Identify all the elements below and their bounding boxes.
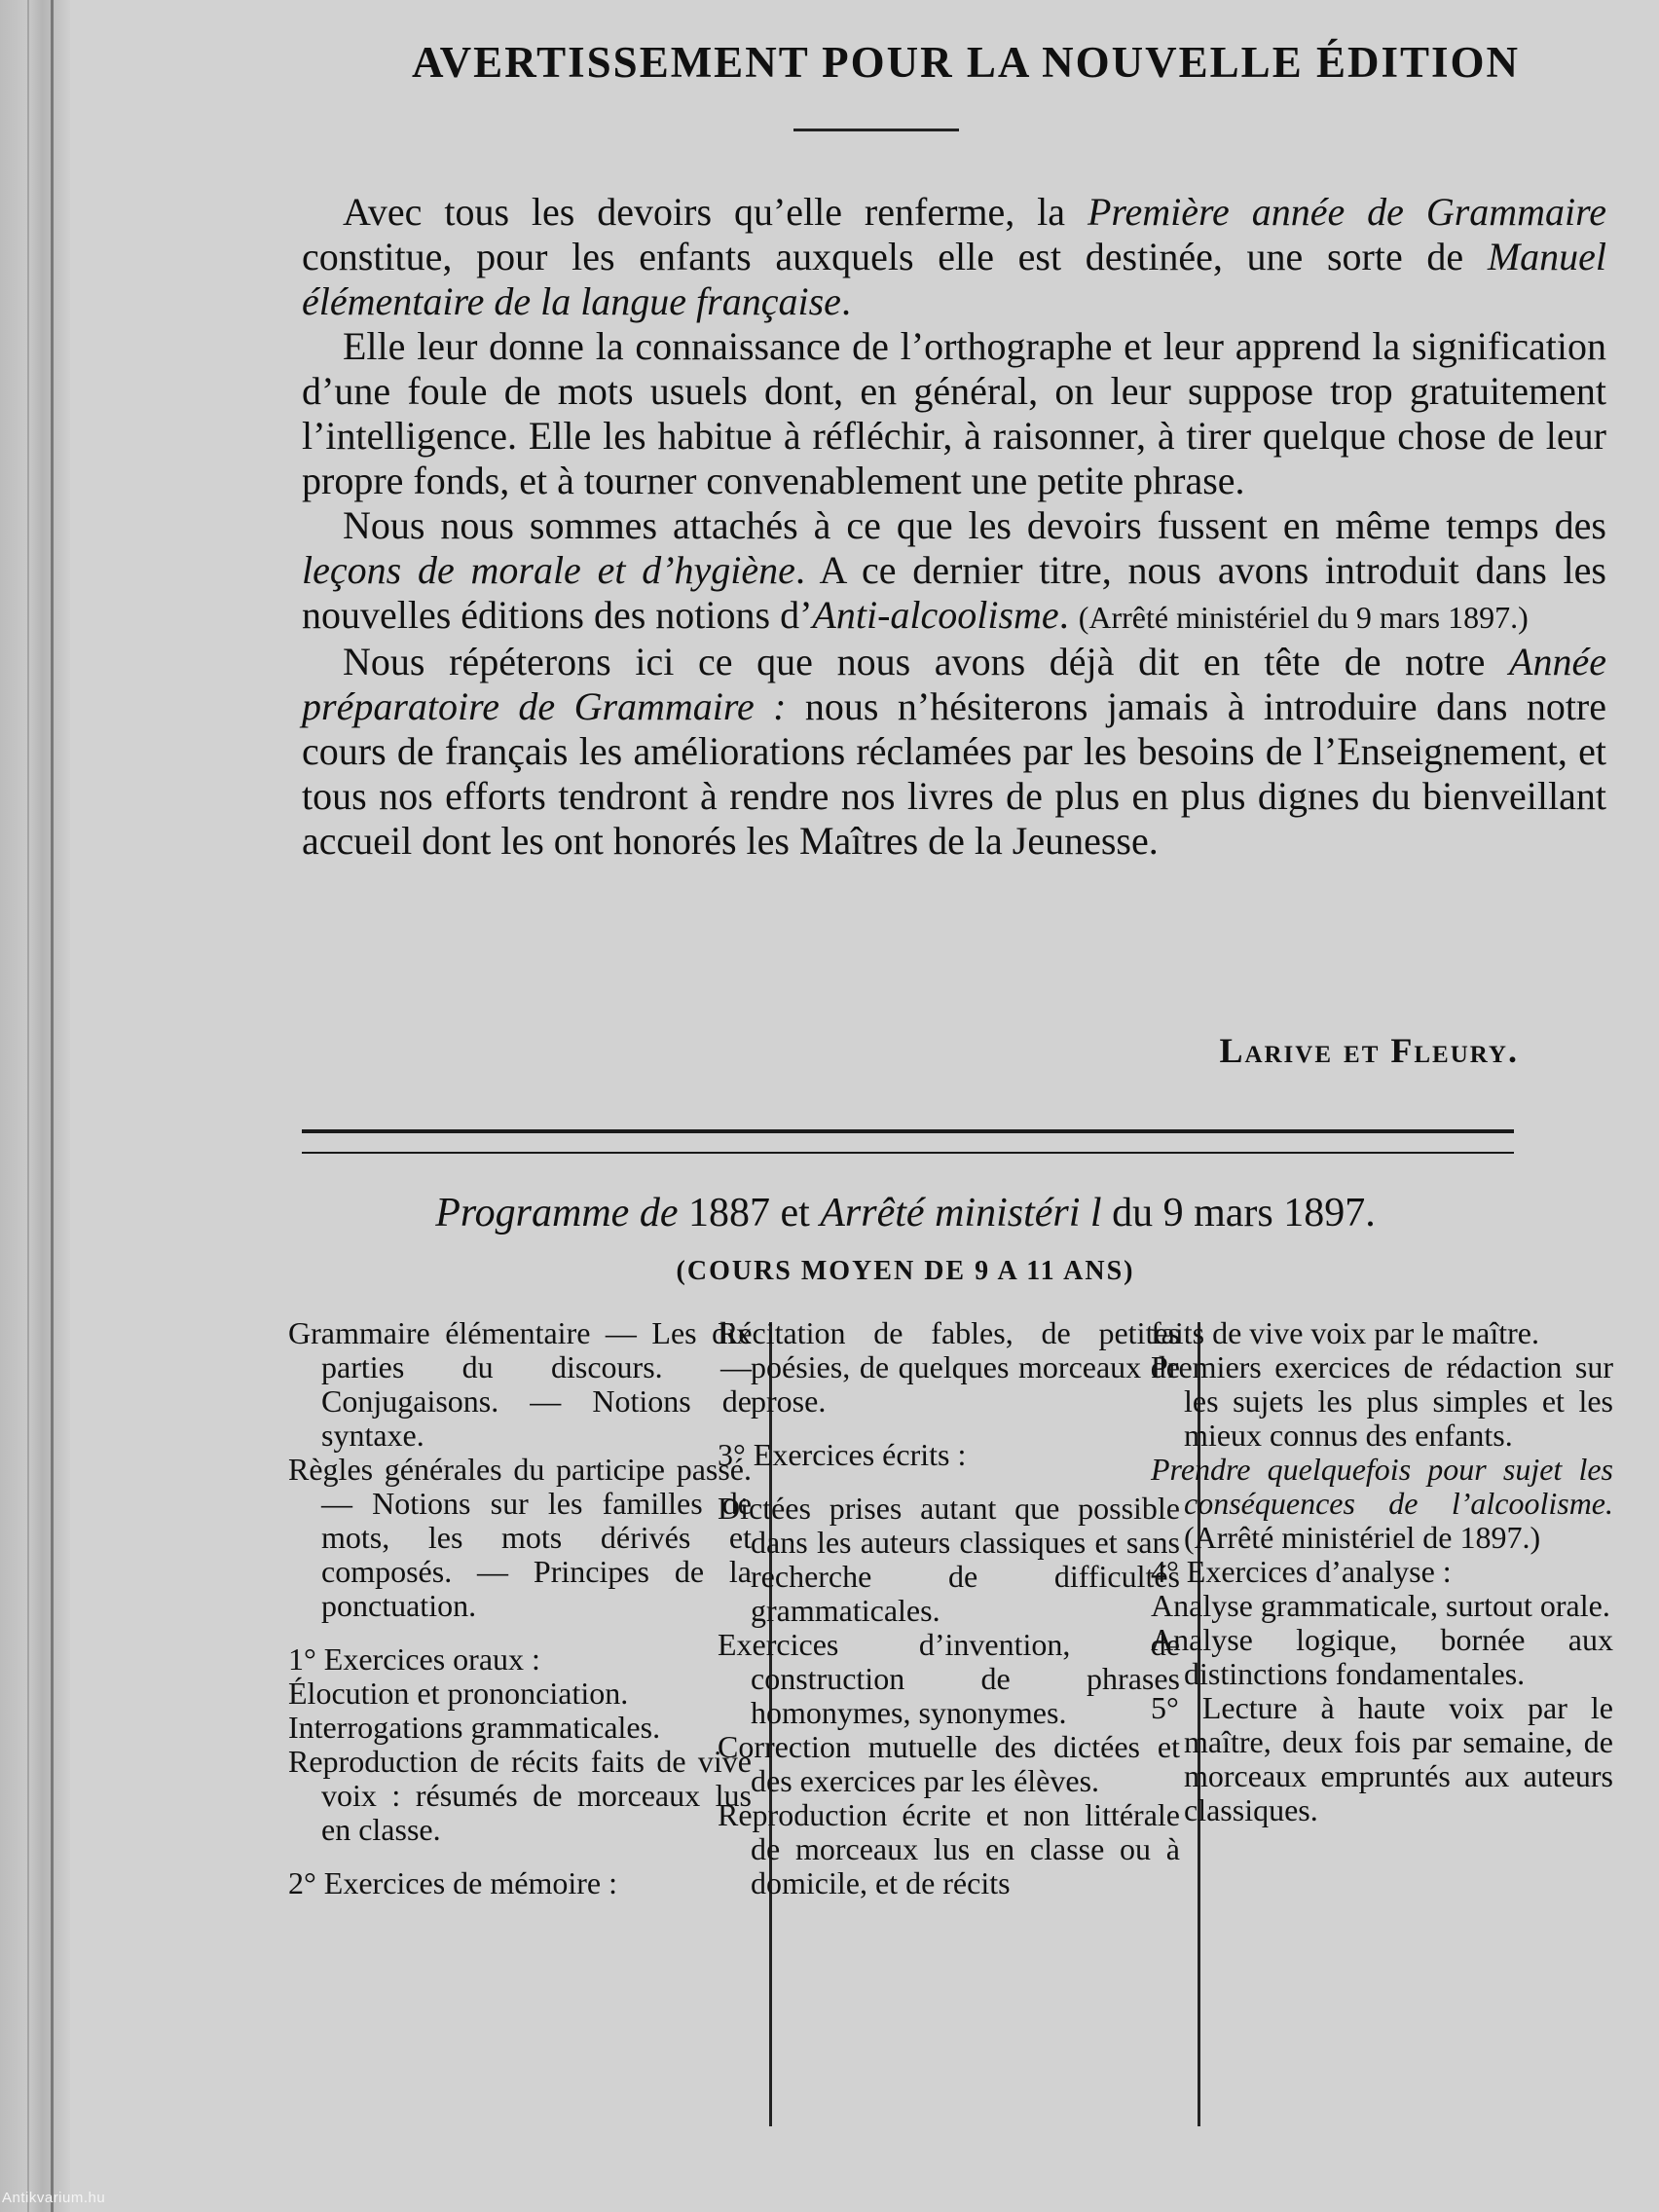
document-page xyxy=(78,0,1655,2212)
title-divider xyxy=(793,129,959,131)
list-item: Reproduction de récits faits de vive voix : résumés de morceaux lus en classe. xyxy=(288,1744,752,1847)
list-item: Règles générales du participe passé. — Notions sur les familles de mots, les mots dérivés et composés. — Principes de la ponctuation. xyxy=(288,1452,752,1623)
section-heading: 4° Exercices d’analyse : xyxy=(1151,1554,1452,1589)
list-item: Analyse logique, bornée aux distinctions fondamentales. xyxy=(1151,1622,1613,1691)
list-item: Récitation de fables, de petites poésies, de quelques morceaux de prose. xyxy=(718,1315,1180,1419)
watermark: Antikvarium.hu xyxy=(2,2190,106,2206)
list-item: Reproduction écrite et non littérale de morceaux lus en classe ou à domicile, et de récits xyxy=(718,1797,1180,1900)
section-heading: 3° Exercices écrits : xyxy=(718,1437,967,1472)
section-heading: 1° Exercices oraux : xyxy=(288,1641,540,1677)
section-divider-thick xyxy=(302,1129,1514,1133)
programme-title: Programme de 1887 et Arrêté ministéri l du 9 mars 1897. xyxy=(435,1191,1376,1235)
list-item: Correction mutuelle des dictées et des exercices par les élèves. xyxy=(718,1729,1180,1798)
list-item: Premiers exercices de rédaction sur les sujets les plus simples et les mieux connus des enfants. xyxy=(1151,1349,1613,1453)
section-divider-thin xyxy=(302,1152,1514,1154)
list-item: Dictées prises autant que possible dans les auteurs classiques et sans recherche de difficultés grammaticales. xyxy=(718,1491,1180,1628)
page-title: AVERTISSEMENT POUR LA NOUVELLE ÉDITION xyxy=(411,38,1521,87)
gutter-line xyxy=(27,0,29,2212)
list-item: Élocution et prononciation. xyxy=(288,1676,629,1711)
avertissement-body xyxy=(302,190,1606,864)
programme-column-1 xyxy=(288,1316,752,1900)
signature: Larive et Fleury. xyxy=(1219,1031,1519,1070)
list-item: 5° Lecture à haute voix par le maître, deux fois par semaine, de morceaux empruntés aux auteurs classiques. xyxy=(1151,1690,1613,1827)
paragraph-1: Avec tous les devoirs qu’elle renferme, la Première année de Grammaire constitue, pour les enfants auxquels elle est destinée, une sorte de Manuel élémentaire de la langue française. xyxy=(302,190,1606,323)
gutter-edge-line xyxy=(51,0,54,2212)
list-item: Exercices d’invention, de construction de phrases homonymes, synonymes. xyxy=(718,1627,1180,1730)
section-heading: 2° Exercices de mémoire : xyxy=(288,1865,617,1900)
programme-column-3 xyxy=(1151,1316,1613,1827)
paragraph-2: Elle leur donne la connaissance de l’orthographe et leur apprend la signification d’une foule de mots usuels dont, en général, on leur suppose trop gratuitement l’intelligence. Elle les habitue à réfléchir, à raisonner, à tirer quelque chose de leur propre fonds, et à tourner convenablement une petite phrase. xyxy=(302,324,1606,502)
programme-column-2 xyxy=(718,1316,1180,1900)
list-item: Analyse grammaticale, surtout orale. xyxy=(1151,1588,1610,1623)
paragraph-4: Nous répéterons ici ce que nous avons déjà dit en tête de notre Année préparatoire de Grammaire : nous n’hésiterons jamais à introduire dans notre cours de français les améliorations réclamées par les besoins de l’Enseignement, et tous nos efforts tendront à rendre nos livres de plus en plus dignes du bienveillant accueil dont les ont honorés les Maîtres de la Jeunesse. xyxy=(302,640,1607,863)
paragraph-3: Nous nous sommes attachés à ce que les devoirs fussent en même temps des leçons de morale et d’hygiène. A ce dernier titre, nous avons introduit dans les nouvelles éditions des notions d’Anti-alcoolisme. (Arrêté ministériel du 9 mars 1897.) xyxy=(302,503,1606,637)
page-gutter xyxy=(0,0,70,2212)
list-item: Interrogations grammaticales. xyxy=(288,1710,661,1745)
list-item: Grammaire élémentaire — Les dix parties du discours. — Conjugaisons. — Notions de syntaxe. xyxy=(288,1315,752,1453)
list-item: Prendre quelquefois pour sujet les conséquences de l’alcoolisme. (Arrêté ministériel de 1897.) xyxy=(1151,1452,1613,1555)
programme-subtitle: (COURS MOYEN DE 9 A 11 ANS) xyxy=(676,1256,1135,1286)
list-item: faits de vive voix par le maître. xyxy=(1151,1315,1539,1350)
